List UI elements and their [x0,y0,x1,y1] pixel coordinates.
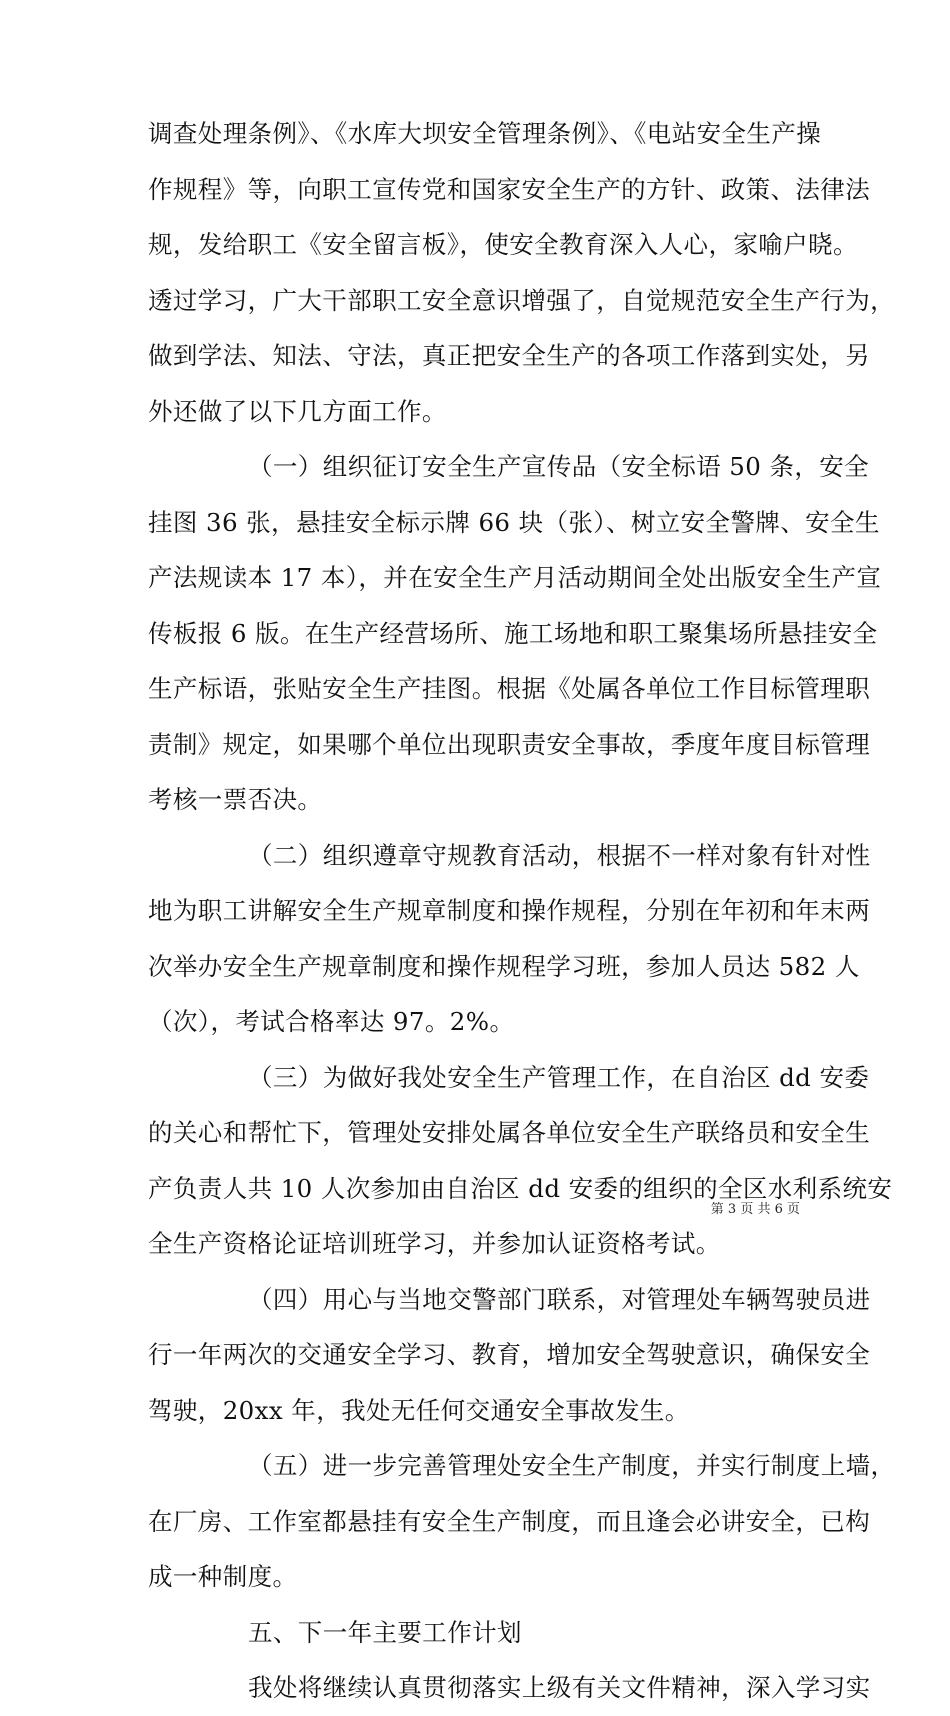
text-line: 作规程》等，向职工宣传党和国家安全生产的方针、政策、法律法 [148,174,871,204]
text-line: 成一种制度。 [148,1562,298,1591]
text-line: 规，发给职工《安全留言板》，使安全教育深入人心，家喻户晓。 [148,230,858,259]
text-line: 产负责人共 10 人次参加由自治区 dd 安委的组织的全区水利系统安 [148,1173,893,1203]
paragraph-item-2-start: （二）组织遵章守规教育活动，根据不一样对象有针对性 [248,840,871,870]
section-heading: 五、下一年主要工作计划 [248,1617,522,1647]
text-line: 全生产资格论证培训班学习，并参加认证资格考试。 [148,1229,721,1258]
text-line: 在厂房、工作室都悬挂有安全生产制度，而且逢会必讲安全，已构 [148,1506,871,1536]
text-line: （次），考试合格率达 97。2%。 [148,1007,515,1036]
text-line: 次举办安全生产规章制度和操作规程学习班，参加人员达 582 人 [148,951,860,981]
text-line: 行一年两次的交通安全学习、教育，增加安全驾驶意识，确保安全 [148,1340,871,1369]
paragraph-item-1-start: （一）组织征订安全生产宣传品（安全标语 50 条，安全 [248,452,870,481]
paragraph-item-3-start: （三）为做好我处安全生产管理工作，在自治区 dd 安委 [248,1062,870,1092]
text-line: 透过学习，广大干部职工安全意识增强了，自觉规范安全生产行为， [148,285,895,315]
paragraph-start: 我处将继续认真贯彻落实上级有关文件精神，深入学习实 [248,1673,871,1702]
text-line: 传板报 6 版。在生产经营场所、施工场地和职工聚集场所悬挂安全 [148,618,878,648]
text-line: 驾驶，20xx 年，我处无任何交通安全事故发生。 [148,1395,690,1425]
page-number: 第 3 页 共 6 页 [710,1202,800,1217]
text-line: 调查处理条例》、《水库大坝安全管理条例》、《电站安全生产操 [148,119,822,148]
paragraph-item-4-start: （四）用心与当地交警部门联系，对管理处车辆驾驶员进 [248,1284,871,1314]
text-line: 的关心和帮忙下，管理处安排处属各单位安全生产联络员和安全生 [148,1118,871,1147]
text-line: 做到学法、知法、守法，真正把安全生产的各项工作落到实处，另 [148,341,871,370]
text-line: 地为职工讲解安全生产规章制度和操作规程，分别在年初和年末两 [148,896,871,925]
text-line: 挂图 36 张，悬挂安全标示牌 66 块（张）、树立安全警牌、安全生 [148,507,880,537]
paragraph-item-5-start: （五）进一步完善管理处安全生产制度，并实行制度上墙， [248,1451,896,1480]
document-body [148,106,896,1716]
text-line: 外还做了以下几方面工作。 [148,396,447,426]
text-line: 生产标语，张贴安全生产挂图。根据《处属各单位工作目标管理职 [148,674,871,703]
text-line: 考核一票否决。 [148,785,323,814]
text-line: 产法规读本 17 本），并在安全生产月活动期间全处出版安全生产宣 [148,563,882,592]
text-line: 责制》规定，如果哪个单位出现职责安全事故，季度年度目标管理 [148,729,871,759]
